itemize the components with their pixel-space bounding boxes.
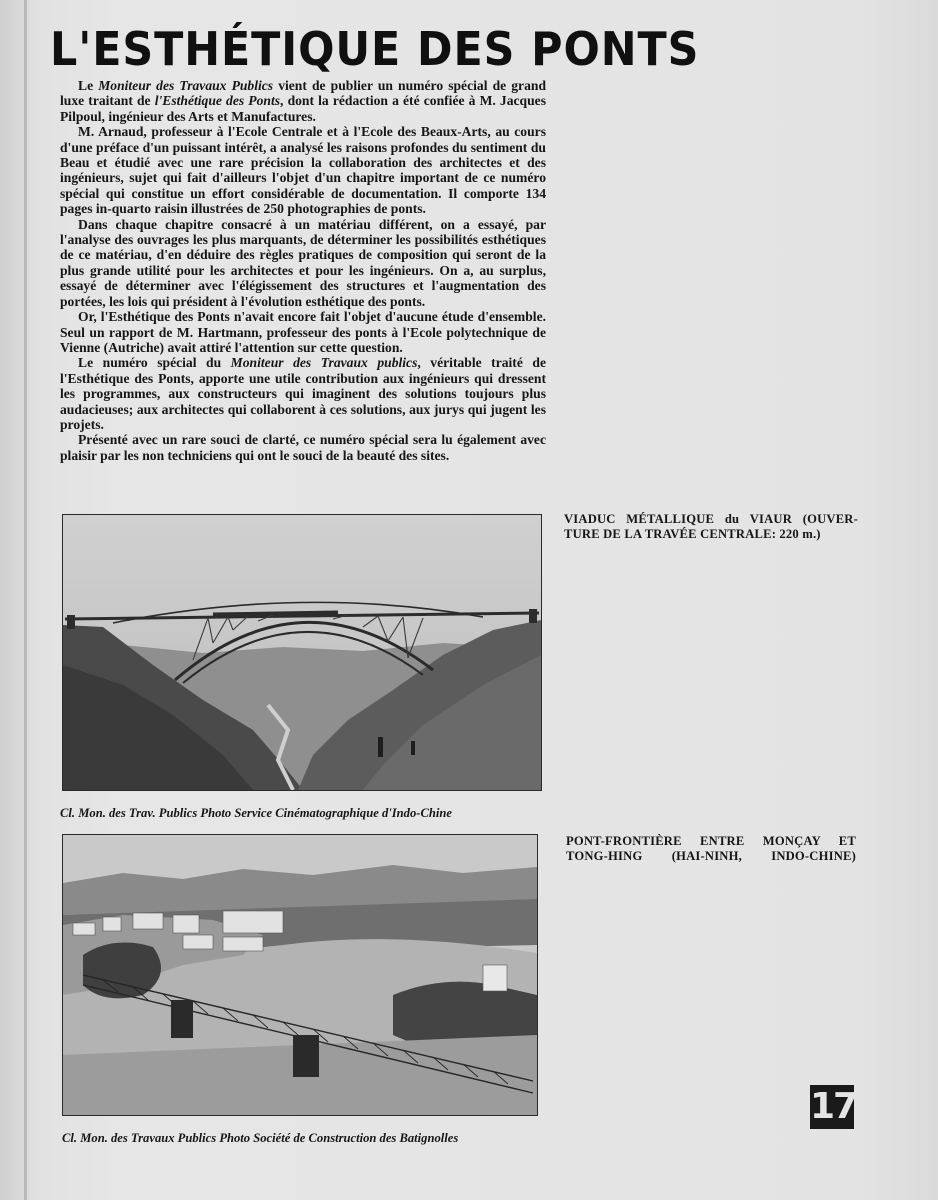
article-body: [60, 78, 546, 463]
italic-text: Moniteur des Travaux Publics: [98, 78, 274, 93]
caption-line: PONT-FRONTIÈRE ENTRE MONÇAY ET: [566, 834, 856, 848]
text-run: Le: [78, 78, 99, 93]
text-run: Présenté avec un rare souci de clarté, ce numéro spécial sera lu également avec plaisir par les non techniciens qui ont le souci de la beauté des sites.: [60, 432, 546, 463]
text-run: Le numéro spécial du: [78, 355, 231, 371]
italic-text: l'Esthétique des Ponts: [154, 93, 281, 109]
body-paragraph: [60, 124, 546, 216]
moncay-bridge-photo: [62, 834, 538, 1116]
photo-credit-1: Cl. Mon. des Trav. Publics Photo Service Cinématographique d'Indo-Chine: [60, 806, 452, 820]
binding-edge: [24, 0, 27, 1200]
caption-moncay-bridge: [566, 834, 856, 864]
page-number: 17: [810, 1086, 857, 1127]
text-run: , dont la rédaction a été confiée à M. Jacques Pilpoul, ingénieur des Arts et Manufactures.: [60, 93, 546, 124]
body-paragraph: [60, 309, 546, 355]
caption-line: TURE DE LA TRAVÉE CENTRALE: 220 m.): [564, 527, 821, 541]
body-paragraph: [60, 217, 546, 309]
text-run: vient de publier un numéro spécial de grand luxe traitant de: [60, 78, 547, 109]
text-run: M. Arnaud, professeur à l'Ecole Centrale et à l'Ecole des Beaux-Arts, au cours d'une préface d'un puissant intérêt, a analysé les raisons profondes du sentiment du Beau et étudié avec une rare précision la collaboration des architectes et des ingénieurs, sujet qui fait d'ailleurs l'objet d'un chapitre important de ce numéro spécial qui constitue un effort considérable de documentation. Il comporte 134 pages in-quarto raisin illustrées de 250 photographies de ponts.: [60, 124, 546, 217]
body-paragraph: [60, 355, 546, 432]
text-run: , véritable traité de l'Esthétique des Ponts, apporte une utile contribution aux ingénieurs qui dressent les programmes, aux constructeurs qui imaginent des solutions toujours plus audacieuses; aux architectes qui collaborent à ces solutions, aux jurys qui jugent les projets.: [60, 355, 546, 432]
text-run: Or, l'Esthétique des Ponts n'avait encore fait l'objet d'aucune étude d'ensemble. Seul un rapport de M. Hartmann, professeur des ponts à l'Ecole polytechnique de Vienne (Autriche) avait attiré l'attention sur cette question.: [60, 309, 546, 355]
caption-line: VIADUC MÉTALLIQUE du VIAUR (OUVER-: [564, 512, 858, 526]
text-run: Dans chaque chapitre consacré à un matériau différent, on a essayé, par l'analyse des ouvrages les plus marquants, de déterminer les possibilités esthétiques de ce matériau, d'en déduire des règles pratiques de composition qui seront de la plus grande utilité pour les architectes et pour les ingénieurs. On a, au surplus, essayé de déterminer avec l'élégissement des structures et l'augmentation des portées, les lois qui président à l'évolution esthétique des ponts.: [60, 216, 546, 309]
article-title: L'ESTHÉTIQUE DES PONTS: [50, 22, 700, 76]
body-paragraph: [60, 78, 546, 124]
photo-credit-2: Cl. Mon. des Travaux Publics Photo Société de Construction des Batignolles: [62, 1131, 459, 1145]
caption-viaur-viaduct: [564, 512, 858, 542]
body-paragraph: [60, 432, 546, 463]
caption-line: TONG-HING (HAI-NINH, INDO-CHINE): [566, 849, 856, 863]
italic-text: Moniteur des Travaux publics: [230, 355, 418, 371]
viaur-viaduct-photo: [62, 514, 542, 791]
